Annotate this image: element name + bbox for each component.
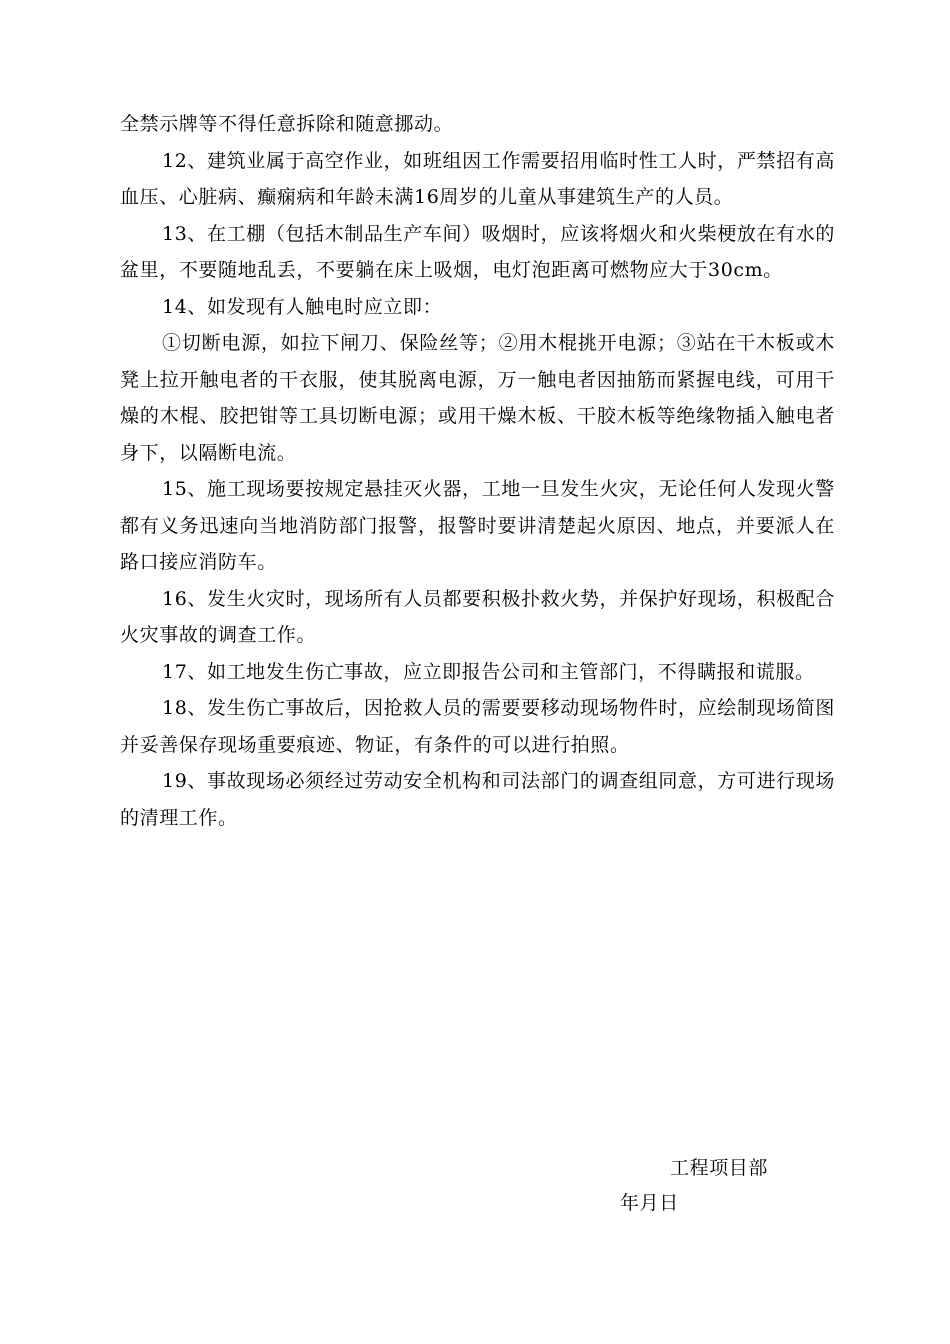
paragraph-item-15: 15、施工现场要按规定悬挂灭火器，工地一旦发生火灾，无论任何人发现火警都有义务迅速向当地消防部门报警，报警时要讲清楚起火原因、地点，并要派人在路口接应消防车。 (120, 478, 835, 573)
paragraph-item-14-steps: ①切断电源，如拉下闸刀、保险丝等；②用木棍挑开电源；③站在干木板或木凳上拉开触电者的干衣服，使其脱离电源，万一触电者因抽筋而紧握电线，可用干燥的木棍、胶把钳等工具切断电源；或用干燥木板、干胶木板等绝缘物插入触电者身下，以隔断电流。 (120, 332, 835, 464)
paragraph-item-16: 16、发生火灾时，现场所有人员都要积极扑救火势，并保护好现场，积极配合火灾事故的调查工作。 (120, 587, 835, 646)
signature-date: 年月日 (620, 1192, 679, 1214)
paragraph-item-13: 13、在工棚（包括木制品生产车间）吸烟时，应该将烟火和火柴梗放在有水的盆里，不要随地乱丢，不要躺在床上吸烟，电灯泡距离可燃物应大于30cm。 (120, 222, 835, 281)
document-body (120, 106, 835, 836)
paragraph-item-19: 19、事故现场必须经过劳动安全机构和司法部门的调查组同意，方可进行现场的清理工作。 (120, 770, 835, 829)
paragraph-item-14: 14、如发现有人触电时应立即： (162, 295, 443, 318)
paragraph-continuation: 全禁示牌等不得任意拆除和随意挪动。 (120, 113, 454, 135)
paragraph-item-18: 18、发生伤亡事故后，因抢救人员的需要要移动现场物件时，应绘制现场简图并妥善保存现场重要痕迹、物证，有条件的可以进行拍照。 (120, 697, 835, 756)
paragraph-item-12: 12、建筑业属于高空作业，如班组因工作需要招用临时性工人时，严禁招有高血压、心脏病、癫痫病和年龄未满16周岁的儿童从事建筑生产的人员。 (120, 149, 835, 208)
paragraph-item-17: 17、如工地发生伤亡事故，应立即报告公司和主管部门，不得瞒报和谎服。 (162, 660, 815, 683)
signature-organization: 工程项目部 (670, 1157, 769, 1179)
